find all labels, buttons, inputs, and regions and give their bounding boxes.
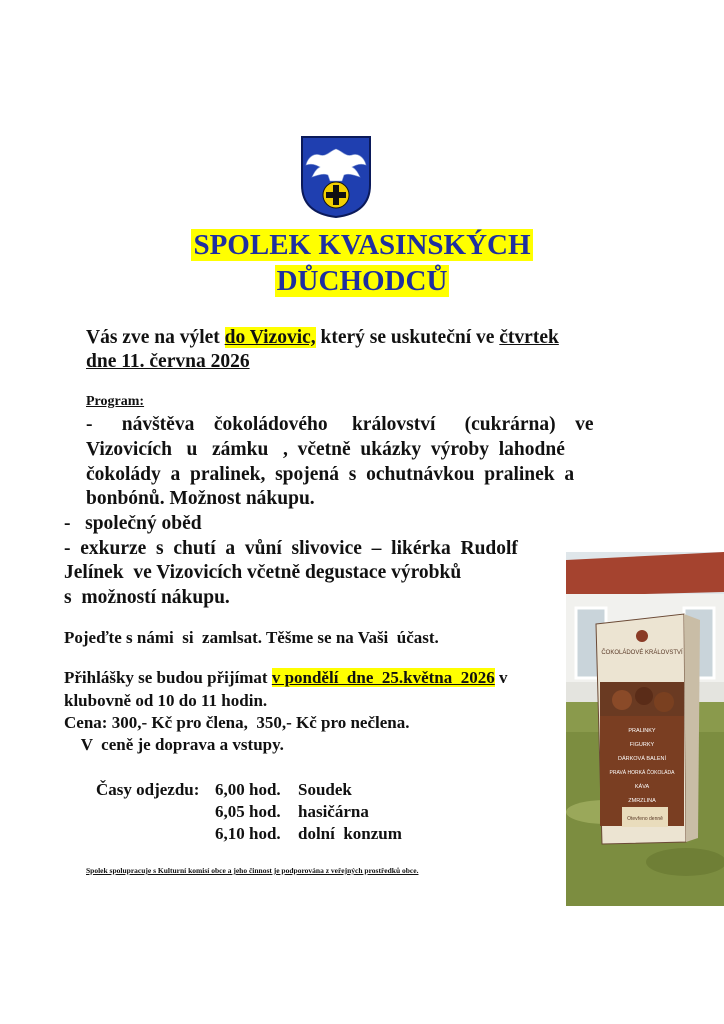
sign-item-4: PRAVÁ HORKÁ ČOKOLÁDA [609,770,675,776]
program-item-1-line-3: čokolády a pralinek, spojená s ochutnávkou pralinek a [86,464,575,485]
coat-of-arms-icon [300,135,372,219]
price-included: V ceně je doprava a vstupy. [64,735,284,754]
program-item-2: - společný oběd [64,513,202,534]
program-item-3-line-3: s možností nákupu. [64,587,230,608]
price-text: Cena: 300,- Kč pro člena, 350,- Kč pro nečlena. [64,713,410,732]
program-item-3-line-1: - exkurze s chutí a vůní slivovice – likérka Rudolf [64,538,518,559]
intro-date: dne 11. června 2026 [86,351,250,372]
departure-place-2: hasičárna [298,802,369,821]
departure-time-2: 6,05 hod. [215,802,281,821]
program-item-1-line-1: - návštěva čokoládového království (cukrárna) ve [86,414,594,435]
invite-text: Pojeďte s námi si zamlsat. Těšme se na Vaši účast. [64,628,439,647]
intro-line-1: Vás zve na výlet do Vizovic, který se uskuteční ve čtvrtek [86,327,559,348]
footer-note: Spolek spolupracuje s Kulturní komisí obce a jeho činnost je podporována z veřejných prostředků obce. [86,866,419,875]
registration-line-1: Přihlášky se budou přijímat v pondělí dne 25.května 2026 v [64,668,508,687]
departures-label: Časy odjezdu: [96,780,200,799]
intro-weekday: čtvrtek [499,327,559,348]
sign-footer: Otevřeno denně [627,816,663,822]
departure-place-3: dolní konzum [298,824,402,843]
sign-item-2: FIGURKY [629,742,655,748]
title-line-1: SPOLEK KVASINSKÝCH [193,229,531,261]
departure-time-1: 6,00 hod. [215,780,281,799]
sign-item-5: KÁVA [634,784,650,790]
title-line-2: DŮCHODCŮ [276,265,448,297]
program-item-1-line-4: bonbónů. Možnost nákupu. [86,488,315,509]
program-heading: Program: [86,394,145,409]
sign-item-3: DÁRKOVÁ BALENÍ [618,756,666,762]
chocolate-kingdom-photo [566,552,724,906]
sign-item-6: ZMRZLINA [628,798,656,804]
departure-place-1: Soudek [298,780,352,799]
departure-time-3: 6,10 hod. [215,824,281,843]
sign-title: ČOKOLÁDOVÉ KRÁLOVSTVÍ [601,650,683,656]
registration-line-2: klubovně od 10 do 11 hodin. [64,691,268,710]
sign-item-1: PRALINKY [628,728,656,734]
program-item-3-line-2: Jelínek ve Vizovicích včetně degustace výrobků [64,562,462,583]
program-item-1-line-2: Vizovicích u zámku , včetně ukázky výroby lahodné [86,439,565,460]
registration-date: v pondělí dne 25.května 2026 [271,668,495,687]
intro-destination: do Vizovic, [224,327,316,348]
